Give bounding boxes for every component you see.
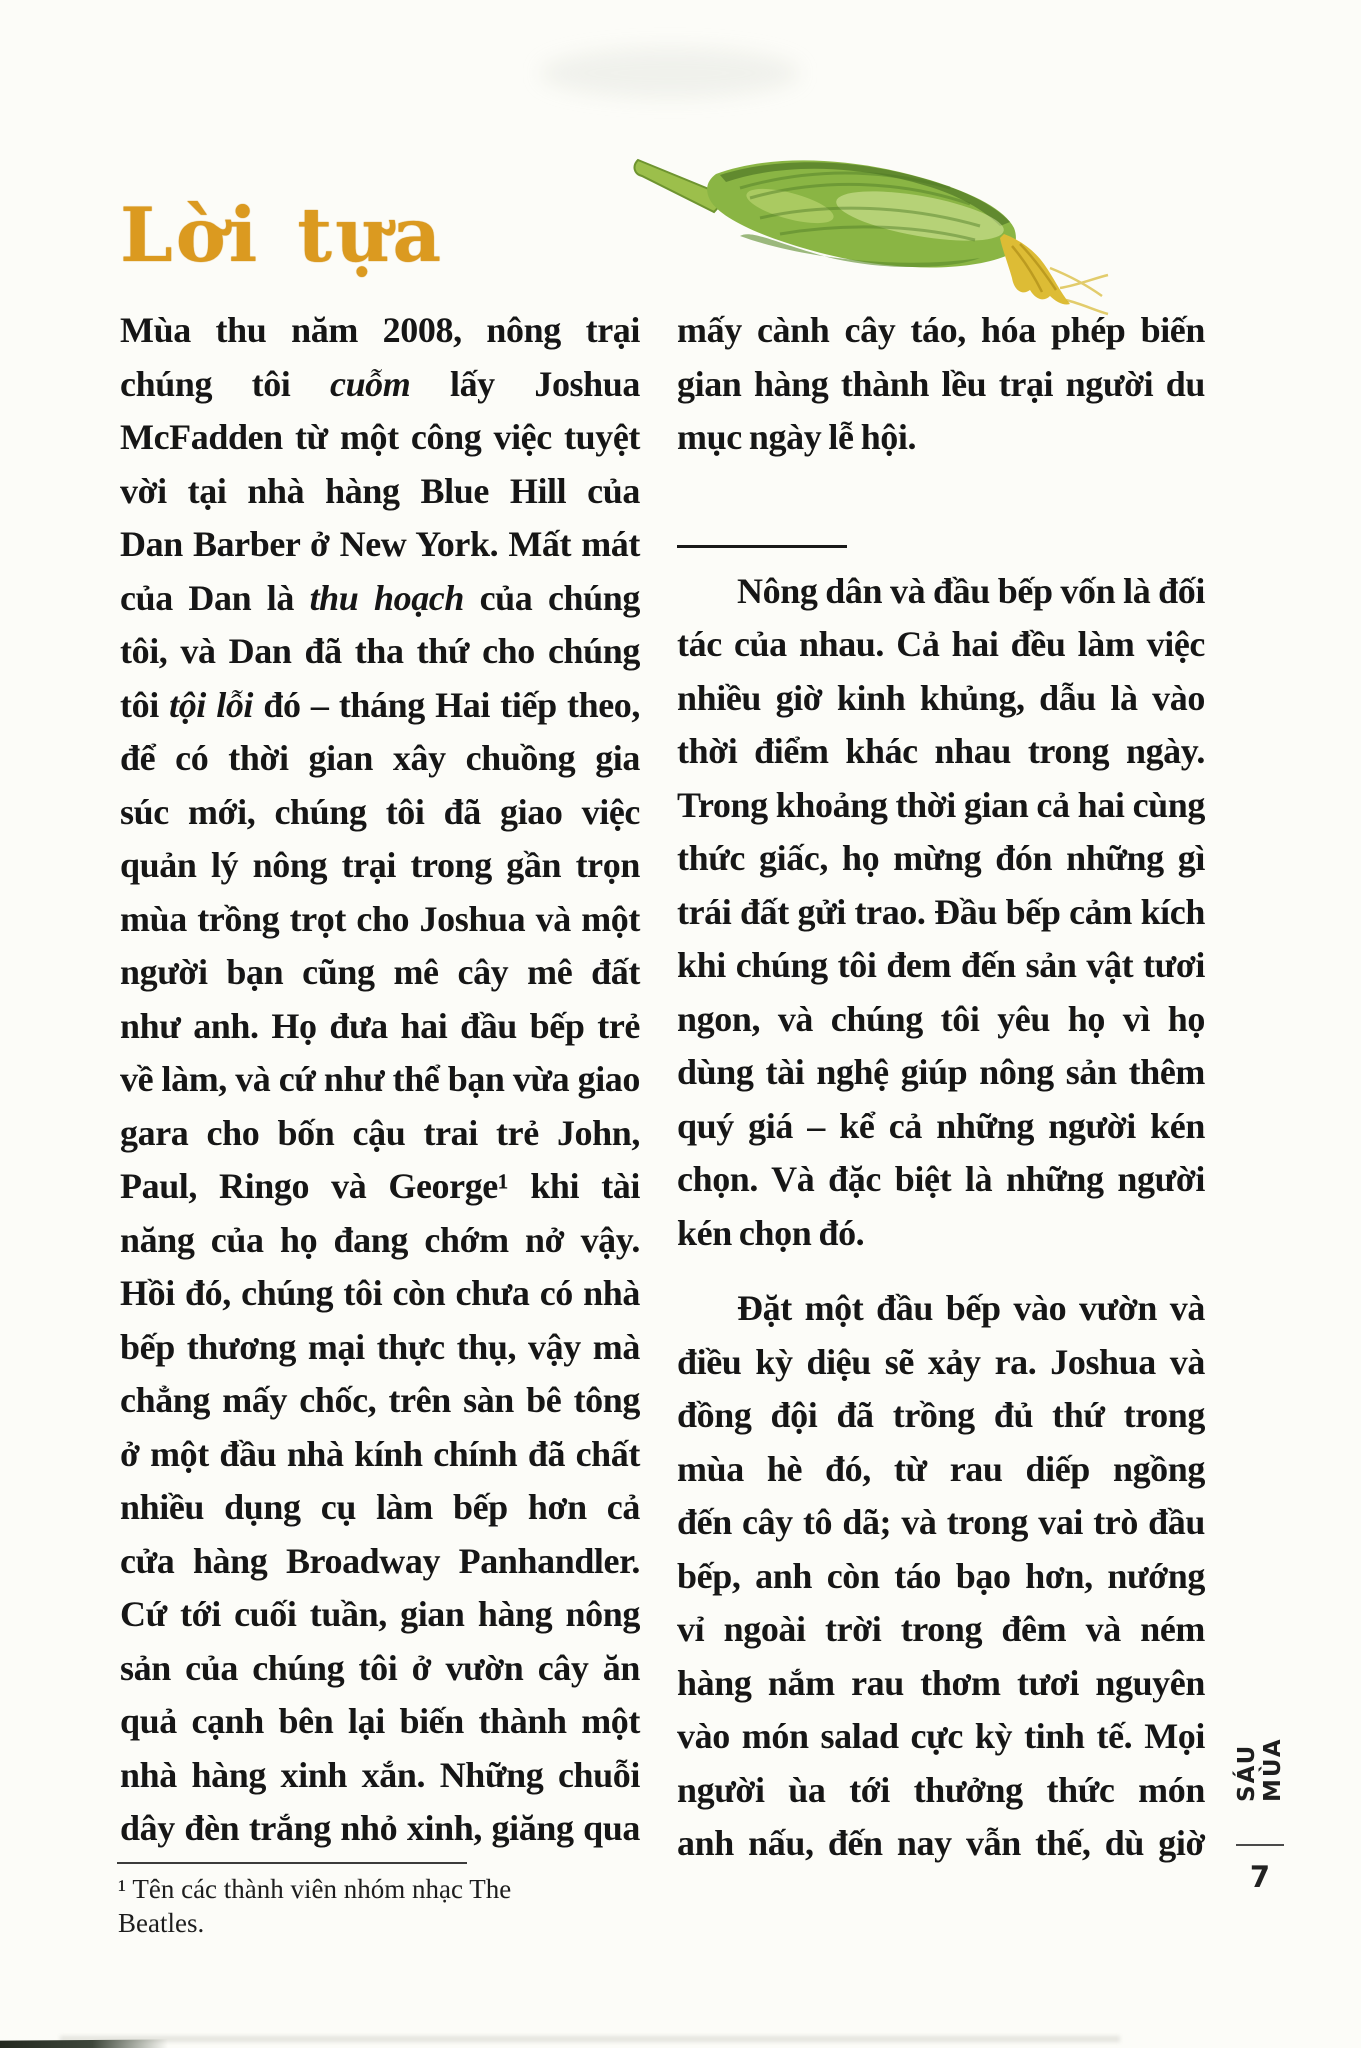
text-line: khi chúng tôi đem đến sản vật tươi	[677, 945, 1205, 985]
text-line: bếp thương mại thực thụ, vậy mà	[120, 1326, 640, 1367]
sidebar	[1228, 1690, 1292, 1894]
page-number: 7	[1249, 1860, 1271, 1894]
text-line: quý giá – kể cả những người kén	[677, 1105, 1205, 1146]
text-line: nhiều giờ kinh khủng, dẫu là vào	[677, 677, 1205, 718]
text-line: chẳng mấy chốc, trên sàn bê tông	[120, 1380, 640, 1420]
paragraph	[677, 1282, 1205, 1871]
text-line: để có thời gian xây chuồng gia	[120, 738, 640, 778]
text-line: Đặt một đầu bếp vào vườn và	[737, 1288, 1205, 1328]
section-divider	[677, 545, 847, 548]
text-line: Hồi đó, chúng tôi còn chưa có nhà	[120, 1273, 640, 1313]
text-line: Dan Barber ở New York. Mất mát	[120, 524, 640, 564]
text-line: gara cho bốn cậu trai trẻ John,	[120, 1112, 640, 1153]
text-line: chúng tôi cuỗm lấy Joshua	[120, 363, 640, 404]
text-line: Trong khoảng thời gian cả hai cùng	[677, 784, 1205, 825]
text-line: ở một đầu nhà kính chính đã chất	[120, 1433, 640, 1474]
text-line: vời tại nhà hàng Blue Hill của	[120, 470, 640, 511]
text-line: Paul, Ringo và George¹ khi tài	[120, 1166, 640, 1206]
text-line: nhiều dụng cụ làm bếp hơn cả	[120, 1487, 640, 1527]
text-line: quả cạnh bên lại biến thành một	[120, 1701, 640, 1741]
text-line: tác của nhau. Cả hai đều làm việc	[677, 624, 1205, 664]
scan-edge-strip	[0, 2039, 168, 2048]
text-line: mục ngày lễ hội.	[677, 417, 917, 457]
cucumber-blossom	[1000, 234, 1070, 305]
text-line: điều kỳ diệu sẽ xảy ra. Joshua và	[677, 1341, 1205, 1382]
text-line: sản của chúng tôi ở vườn cây ăn	[120, 1647, 640, 1688]
text-line: kén chọn đó.	[677, 1212, 865, 1253]
text-line: mấy cành cây táo, hóa phép biến	[677, 310, 1205, 350]
text-line: McFadden từ một công việc tuyệt	[120, 417, 640, 457]
text-line: đến cây tô dã; và trong vai trò đầu	[677, 1502, 1205, 1542]
text-line: dây đèn trắng nhỏ xinh, giăng qua	[120, 1808, 640, 1848]
text-line: trái đất gửi trao. Đầu bếp cảm kích	[677, 891, 1205, 932]
text-line: hàng nắm rau thơm tươi nguyên	[677, 1662, 1205, 1703]
text-line: mùa trồng trọt cho Joshua và một	[120, 898, 640, 939]
text-line: như anh. Họ đưa hai đầu bếp trẻ	[120, 1005, 640, 1046]
text-line: vào món salad cực kỳ tinh tế. Mọi	[677, 1716, 1205, 1756]
text-line: bếp, anh còn táo bạo hơn, nướng	[677, 1555, 1205, 1596]
text-line: vỉ ngoài trời trong đêm và ném	[677, 1609, 1205, 1649]
text-line: thời điểm khác nhau trong ngày.	[677, 731, 1205, 771]
paragraph	[677, 565, 1205, 1261]
text-line: Nông dân và đầu bếp vốn là đối	[737, 570, 1205, 611]
text-line: đồng đội đã trồng đủ thứ trong	[677, 1395, 1205, 1435]
text-line: tôi, và Dan đã tha thứ cho chúng	[120, 631, 640, 671]
text-line: anh nấu, đến nay vẫn thế, dù giờ	[677, 1823, 1205, 1863]
footnote: ¹ Tên các thành viên nhóm nhạc The Beatles.	[118, 1874, 512, 1938]
cucumber-illustration	[620, 118, 1240, 318]
text-line: nhà hàng xinh xắn. Những chuỗi	[120, 1754, 640, 1795]
paragraph	[677, 304, 1205, 465]
text-line: tôi tội lỗi đó – tháng Hai tiếp theo,	[120, 684, 640, 725]
scan-smudge-bottom	[60, 2036, 1120, 2042]
sidebar-rule	[1236, 1844, 1284, 1846]
text-line: cửa hàng Broadway Panhandler.	[120, 1540, 640, 1581]
scan-smudge-top	[540, 48, 800, 98]
text-line: năng của họ đang chớm nở vậy.	[120, 1219, 640, 1260]
text-line: dùng tài nghệ giúp nông sản thêm	[677, 1052, 1205, 1092]
text-line: mùa hè đó, từ rau diếp ngồng	[677, 1448, 1205, 1489]
text-line: về làm, và cứ như thể bạn vừa giao	[120, 1059, 640, 1099]
footnote-rule	[117, 1862, 467, 1864]
paragraph	[120, 304, 640, 1856]
text-line: người bạn cũng mê cây mê đất	[120, 952, 640, 992]
page-title: Lời tựa	[120, 191, 445, 280]
text-line: súc mới, chúng tôi đã giao việc	[120, 791, 640, 832]
column-right	[677, 304, 1205, 1871]
text-line: của Dan là thu hoạch của chúng	[120, 577, 641, 618]
text-line: người ùa tới thưởng thức món	[677, 1769, 1205, 1810]
text-line: Cứ tới cuối tuần, gian hàng nông	[120, 1594, 640, 1634]
text-line: Mùa thu năm 2008, nông trại	[120, 310, 640, 350]
sidebar-book-title: SÁU MÙA	[1234, 1737, 1286, 1802]
text-line: ngon, và chúng tôi yêu họ vì họ	[677, 998, 1205, 1039]
text-line: gian hàng thành lều trại người du	[677, 363, 1205, 404]
text-line: thức giấc, họ mừng đón những gì	[677, 838, 1205, 878]
text-line: quản lý nông trại trong gần trọn	[120, 845, 640, 885]
text-line: chọn. Và đặc biệt là những người	[677, 1159, 1205, 1199]
column-left	[120, 304, 640, 1856]
